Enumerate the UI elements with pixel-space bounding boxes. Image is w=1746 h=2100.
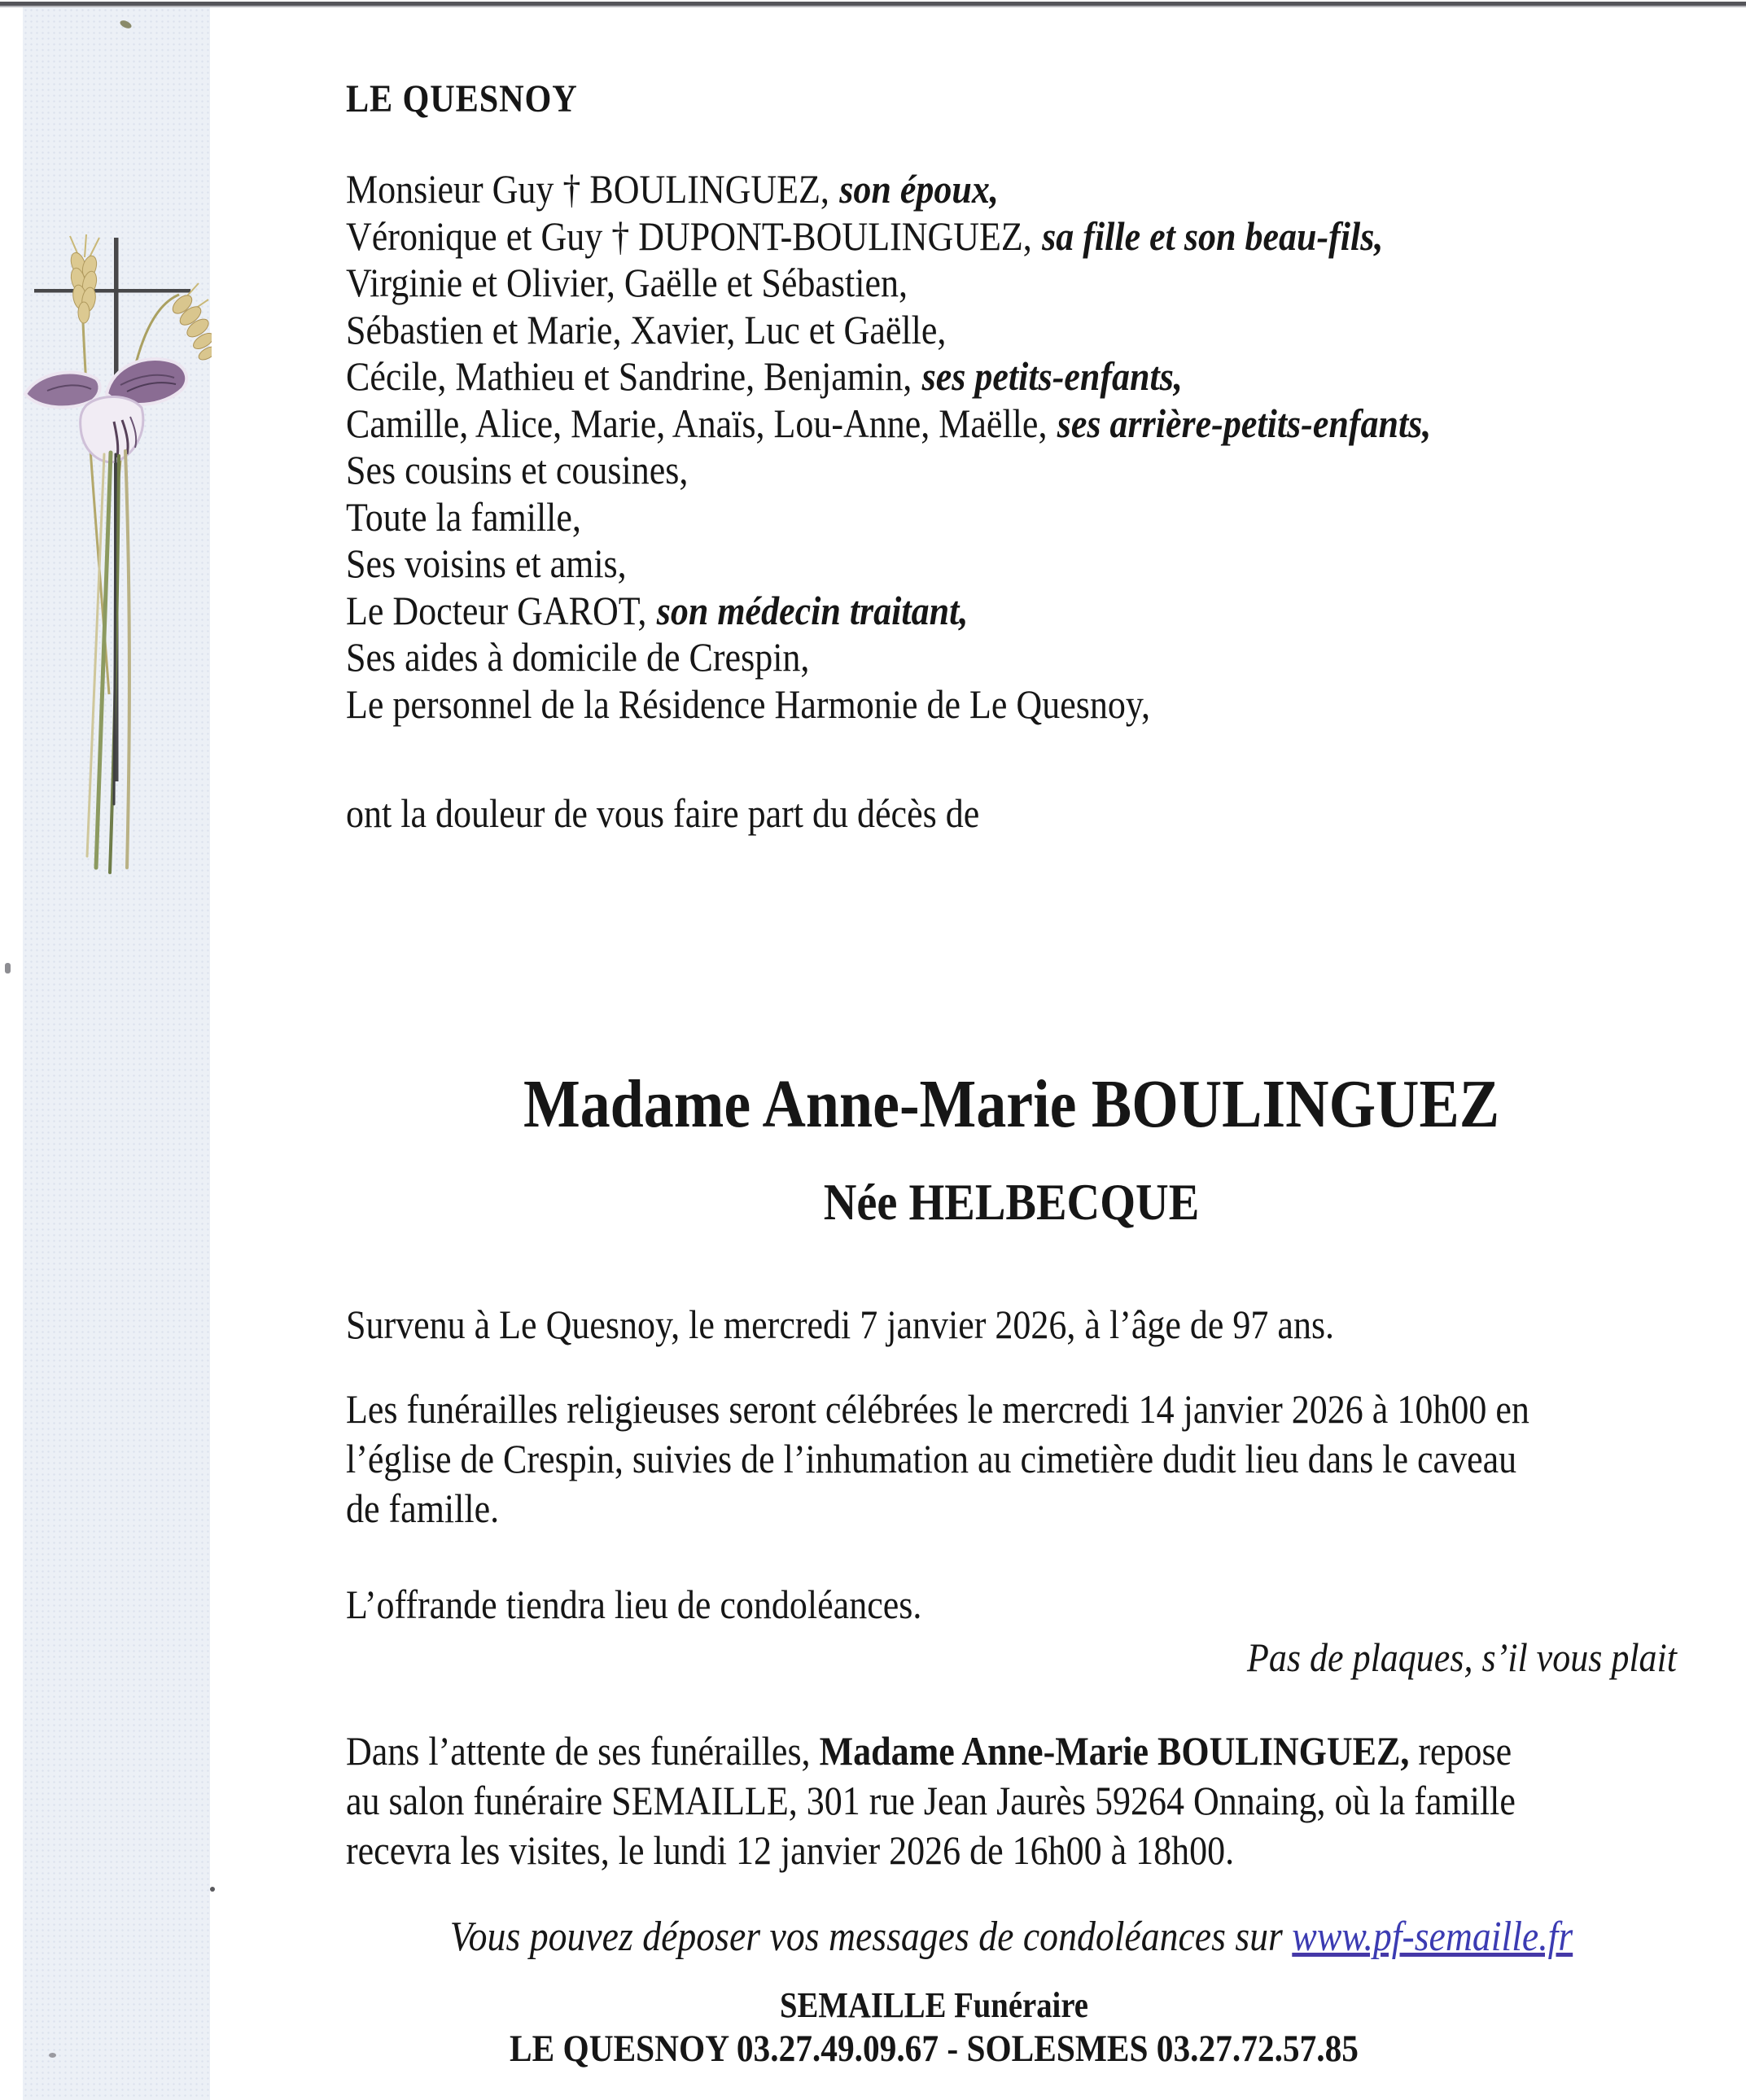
family-line: Sébastien et Marie, Xavier, Luc et Gaëlle,	[346, 306, 947, 352]
condolences-link[interactable]: www.pf-semaille.fr	[1292, 1914, 1573, 1960]
deceased-name: Madame Anne-Marie BOULINGUEZ	[523, 1066, 1500, 1142]
family-line: Ses voisins et amis,	[346, 540, 627, 586]
death-statement: Survenu à Le Quesnoy, le mercredi 7 janvier 2026, à l’âge de 97 ans.	[346, 1302, 1335, 1347]
repose-paragraph: Dans l’attente de ses funérailles, Madame Anne-Marie BOULINGUEZ, repose au salon funéraire SEMAILLE, 301 rue Jean Jaurès 59264 Onnaing, où la famille recevra les visites, le lundi 12 janvier 2026 de 16h00 à 18h00.	[346, 1728, 1516, 1873]
family-line: Ses aides à domicile de Crespin,	[346, 634, 810, 680]
offering-line: L’offrande tiendra lieu de condoléances.	[346, 1582, 922, 1627]
funeral-details: Les funérailles religieuses seront célébrées le mercredi 14 janvier 2026 à 10h00 en l’église de Crespin, suivies de l’inhumation au cimetière dudit lieu dans le caveau de famille.	[346, 1386, 1529, 1531]
funeral-home-phones: LE QUESNOY 03.27.49.09.67 - SOLESMES 03.27.72.57.85	[510, 2028, 1359, 2070]
condolences-line: Vous pouvez déposer vos messages de condoléances sur www.pf-semaille.fr	[449, 1914, 1573, 1960]
family-line: Monsieur Guy † BOULINGUEZ, son époux,	[346, 166, 999, 212]
funeral-home-name: SEMAILLE Funéraire	[780, 1985, 1088, 2025]
family-line: Virginie et Olivier, Gaëlle et Sébastien,	[346, 260, 908, 305]
announcement-line: ont la douleur de vous faire part du décès de	[346, 790, 980, 836]
deceased-name-inline: Madame Anne-Marie BOULINGUEZ,	[819, 1728, 1410, 1774]
cross-horizontal-bar	[34, 289, 190, 293]
family-line: Toute la famille,	[346, 493, 581, 540]
scan-speck	[210, 1887, 215, 1892]
calla-lilies	[25, 359, 186, 462]
flower-stems	[87, 451, 129, 873]
no-plaques-note: Pas de plaques, s’il vous plait	[1247, 1634, 1677, 1680]
family-line: Véronique et Guy † DUPONT-BOULINGUEZ, sa fille et son beau-fils,	[346, 212, 1384, 259]
family-line: Ses cousins et cousines,	[346, 447, 689, 492]
top-scan-line-shadow	[0, 6, 1746, 7]
cross-lilies-wheat-artwork	[23, 234, 212, 877]
family-line: Cécile, Mathieu et Sandrine, Benjamin, ses petits-enfants,	[346, 353, 1183, 399]
family-line: Camille, Alice, Marie, Anaïs, Lou-Anne, Maëlle, ses arrière-petits-enfants,	[346, 400, 1432, 446]
family-line: Le Docteur GAROT, son médecin traitant,	[346, 587, 969, 633]
city-header: LE QUESNOY	[346, 77, 578, 120]
wheat-head-left	[68, 234, 99, 323]
family-list	[346, 166, 1579, 728]
family-line: Le personnel de la Résidence Harmonie de Le Quesnoy,	[346, 680, 1151, 727]
scan-speck	[49, 2053, 56, 2058]
maiden-name: Née HELBECQUE	[823, 1173, 1200, 1231]
scan-speck	[5, 963, 11, 973]
